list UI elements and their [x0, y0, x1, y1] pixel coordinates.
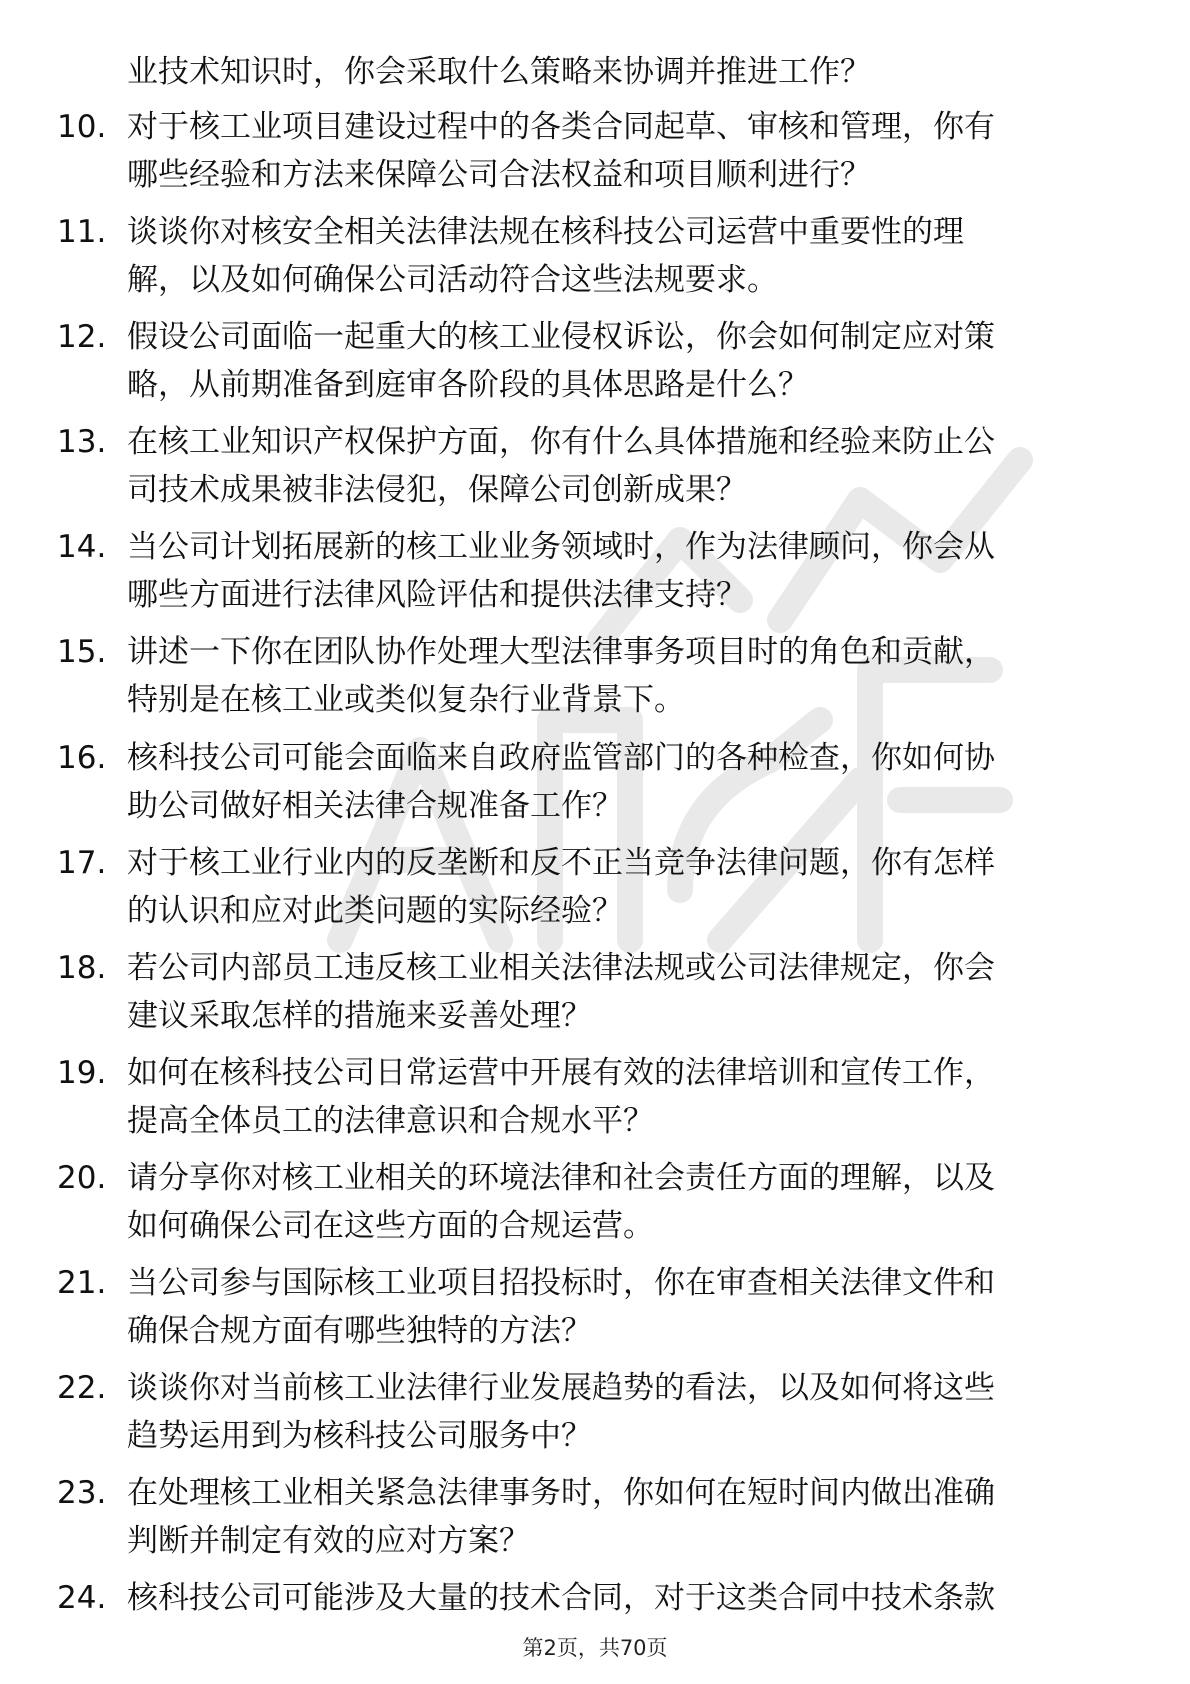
item-text-line: 确保合规方面有哪些独特的方法？ [127, 1313, 592, 1350]
item-text [127, 1469, 1107, 1565]
item-text-line: 若公司内部员工违反核工业相关法律法规或公司法律规定，你会 [127, 949, 995, 986]
item-text-line: 谈谈你对核安全相关法律法规在核科技公司运营中重要性的理 [127, 214, 964, 251]
item-number: 24. [57, 1580, 107, 1617]
item-number: 21. [57, 1265, 107, 1302]
item-text [127, 1154, 1107, 1250]
item-text-line: 司技术成果被非法侵犯，保障公司创新成果？ [127, 472, 747, 509]
item-text-line: 在处理核工业相关紧急法律事务时，你如何在短时间内做出准确 [127, 1475, 995, 1512]
item-text-line: 助公司做好相关法律合规准备工作？ [127, 787, 623, 824]
item-number: 18. [57, 949, 107, 986]
item-text-line: 请分享你对核工业相关的环境法律和社会责任方面的理解，以及 [127, 1159, 995, 1196]
item-text-line: 当公司参与国际核工业项目招投标时，你在审查相关法律文件和 [127, 1265, 995, 1302]
item-number: 16. [57, 739, 107, 776]
item-text [127, 313, 1107, 409]
item-number: 23. [57, 1475, 107, 1512]
item-text-line: 当公司计划拓展新的核工业业务领域时，作为法律顾问，你会从 [127, 529, 995, 566]
item-number: 13. [57, 424, 107, 461]
item-text [127, 418, 1107, 514]
list-item [0, 839, 1190, 935]
item-text [127, 734, 1107, 830]
item-text-line: 特别是在核工业或类似复杂行业背景下。 [127, 682, 685, 719]
item-text-line: 如何确保公司在这些方面的合规运营。 [127, 1207, 654, 1244]
item-text [127, 103, 1107, 199]
item-text-line: 建议采取怎样的措施来妥善处理？ [127, 997, 592, 1034]
item-text [127, 208, 1107, 304]
list-item [0, 523, 1190, 619]
list-item [0, 103, 1190, 199]
item-number: 15. [57, 634, 107, 671]
continuation-line: 业技术知识时，你会采取什么策略来协调并推进工作？ [127, 54, 871, 90]
item-number: 11. [57, 214, 107, 251]
item-text-line: 判断并制定有效的应对方案？ [127, 1523, 530, 1560]
page-footer: 第2页，共70页 [522, 1636, 668, 1660]
list-item [0, 313, 1190, 409]
item-text [127, 628, 1107, 724]
item-text-line: 的认识和应对此类问题的实际经验？ [127, 892, 623, 929]
item-text-line: 哪些方面进行法律风险评估和提供法律支持？ [127, 577, 747, 614]
item-text-line: 提高全体员工的法律意识和合规水平？ [127, 1102, 654, 1139]
item-text-line: 谈谈你对当前核工业法律行业发展趋势的看法，以及如何将这些 [127, 1370, 995, 1407]
item-text-line: 如何在核科技公司日常运营中开展有效的法律培训和宣传工作， [127, 1054, 995, 1091]
item-text-line: 在核工业知识产权保护方面，你有什么具体措施和经验来防止公 [127, 424, 995, 461]
item-text [127, 944, 1107, 1040]
item-number: 20. [57, 1159, 107, 1196]
item-text [127, 523, 1107, 619]
item-text-line: 核科技公司可能涉及大量的技术合同，对于这类合同中技术条款 [127, 1580, 995, 1617]
list-item [0, 1154, 1190, 1250]
item-text-line: 对于核工业项目建设过程中的各类合同起草、审核和管理，你有 [127, 109, 995, 145]
list-item [0, 734, 1190, 830]
item-text-line: 哪些经验和方法来保障公司合法权益和项目顺利进行？ [127, 157, 871, 193]
list-item [0, 208, 1190, 304]
list-item [0, 1364, 1190, 1460]
item-text-line: 假设公司面临一起重大的核工业侵权诉讼，你会如何制定应对策 [127, 319, 995, 356]
item-number: 22. [57, 1370, 107, 1407]
item-text [127, 839, 1107, 935]
list-item [0, 944, 1190, 1040]
item-text-line: 对于核工业行业内的反垄断和反不正当竞争法律问题，你有怎样 [127, 844, 995, 881]
question-list [0, 103, 1190, 1679]
item-text [127, 1364, 1107, 1460]
item-number: 14. [57, 529, 107, 566]
item-number: 12. [57, 319, 107, 356]
item-number: 10. [57, 109, 107, 145]
list-item [0, 418, 1190, 514]
item-text [127, 1574, 1107, 1622]
item-number: 17. [57, 844, 107, 881]
item-text [127, 1049, 1107, 1145]
item-text-line: 解，以及如何确保公司活动符合这些法规要求。 [127, 262, 778, 299]
list-item [0, 1469, 1190, 1565]
item-text-line: 讲述一下你在团队协作处理大型法律事务项目时的角色和贡献， [127, 634, 995, 671]
list-item [0, 1259, 1190, 1355]
item-number: 19. [57, 1054, 107, 1091]
item-text-line: 核科技公司可能会面临来自政府监管部门的各种检查，你如何协 [127, 739, 995, 776]
list-item [0, 628, 1190, 724]
item-text-line: 略，从前期准备到庭审各阶段的具体思路是什么？ [127, 367, 809, 404]
item-text [127, 1259, 1107, 1355]
list-item [0, 1049, 1190, 1145]
item-text-line: 趋势运用到为核科技公司服务中？ [127, 1418, 592, 1455]
